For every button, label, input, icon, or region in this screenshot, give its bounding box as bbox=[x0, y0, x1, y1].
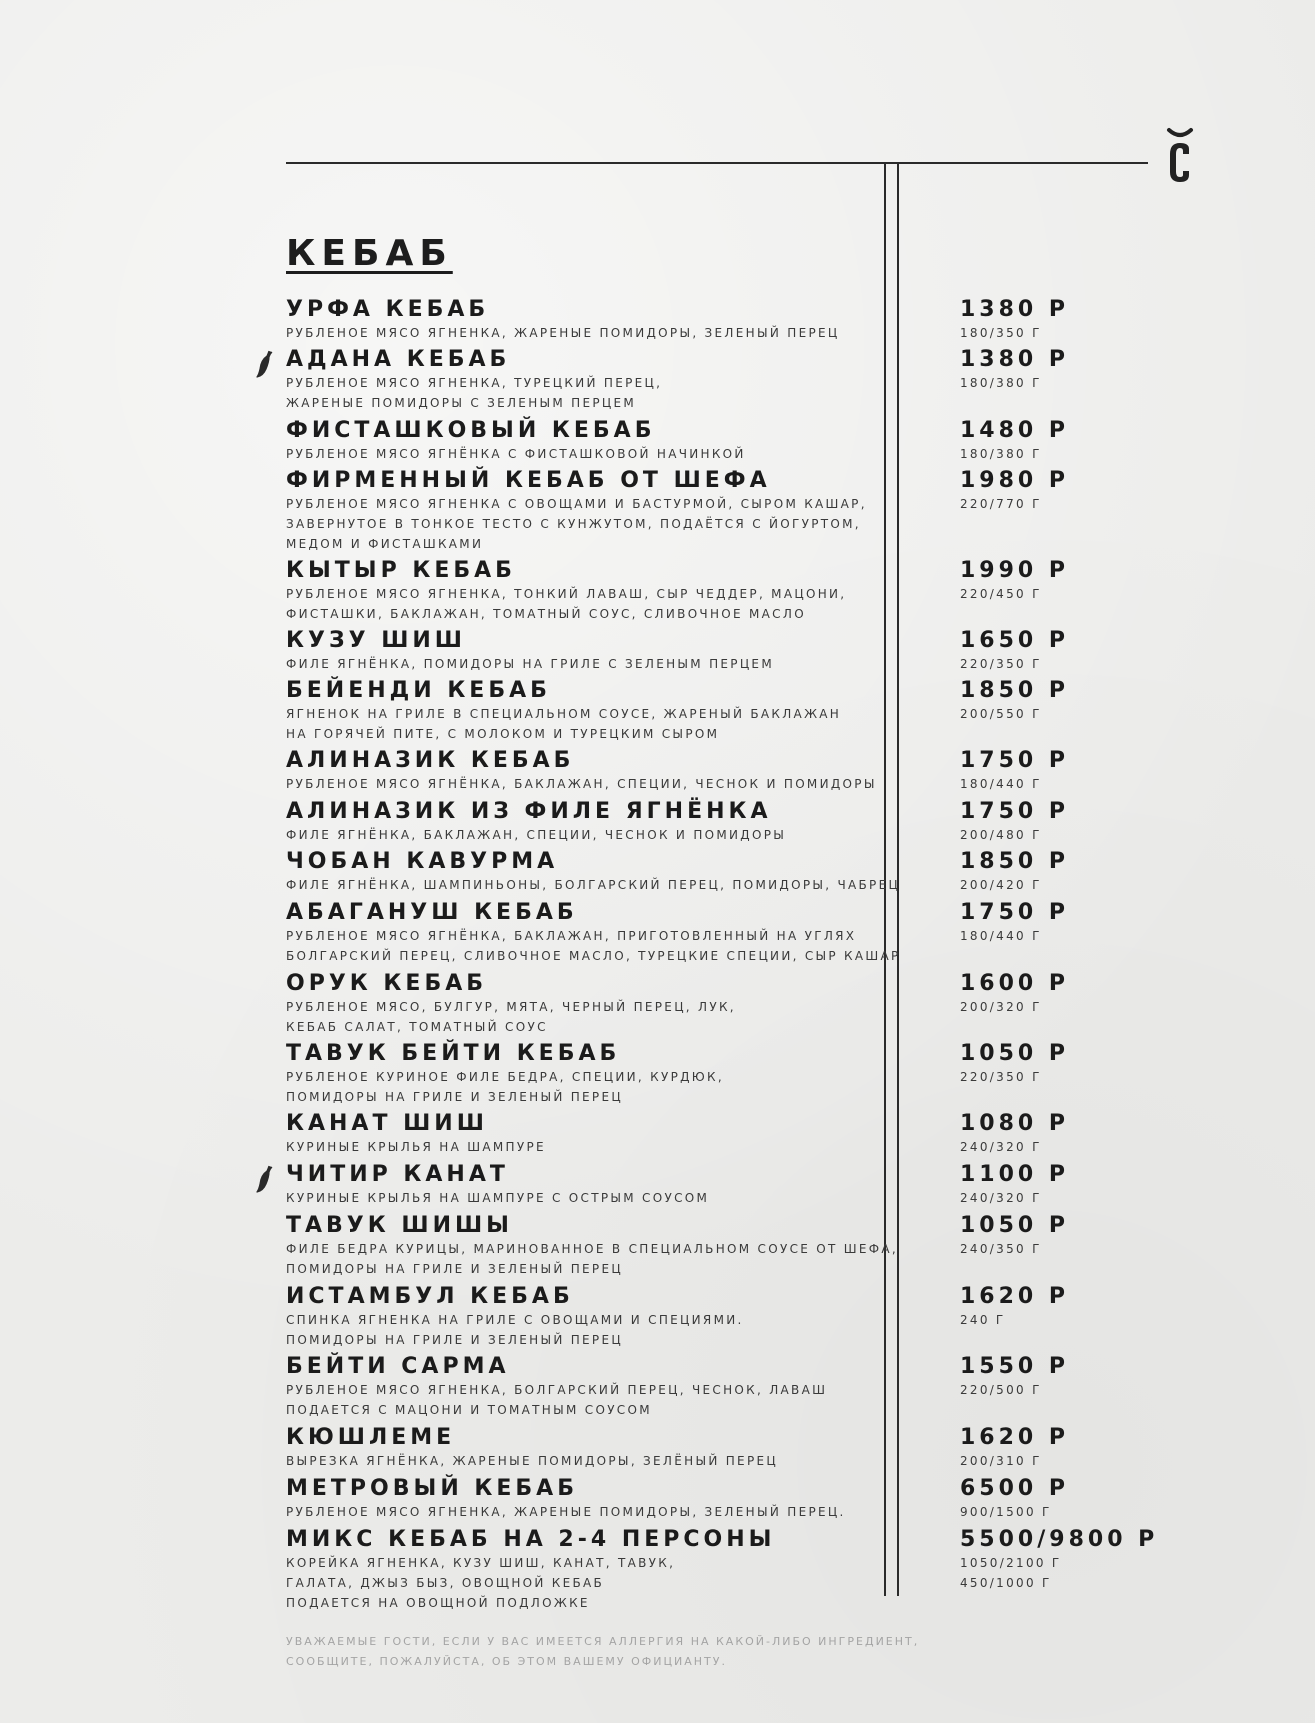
item-description-line: СПИНКА ЯГНЕНКА НА ГРИЛЕ С ОВОЩАМИ И СПЕЦИЯМИ. bbox=[286, 1313, 744, 1327]
item-weight: 1050/2100 Г bbox=[960, 1556, 1062, 1570]
item-weight: 220/770 Г bbox=[960, 497, 1042, 511]
item-name: КУЗУ ШИШ bbox=[286, 628, 466, 653]
price-column bbox=[960, 1041, 1069, 1087]
menu-item bbox=[286, 1476, 1186, 1522]
item-description-line: РУБЛЕНОЕ МЯСО ЯГНЕНКА, ТУРЕЦКИЙ ПЕРЕЦ, bbox=[286, 376, 663, 390]
item-description-line: ПОМИДОРЫ НА ГРИЛЕ И ЗЕЛЕНЫЙ ПЕРЕЦ bbox=[286, 1333, 623, 1347]
chili-pepper-icon bbox=[256, 349, 274, 379]
item-name: ТАВУК БЕЙТИ КЕБАБ bbox=[286, 1041, 621, 1066]
item-price: 5500/9800 Р bbox=[960, 1527, 1159, 1552]
item-price: 1750 Р bbox=[960, 748, 1070, 773]
item-name: АДАНА КЕБАБ bbox=[286, 347, 511, 372]
menu-item bbox=[286, 748, 1186, 794]
item-price: 1990 Р bbox=[960, 558, 1070, 583]
item-description-line: ЖАРЕНЫЕ ПОМИДОРЫ С ЗЕЛЕНЫМ ПЕРЦЕМ bbox=[286, 396, 637, 410]
item-price: 1050 Р bbox=[960, 1041, 1070, 1066]
item-description-line: ПОДАЕТСЯ С МАЦОНИ И ТОМАТНЫМ СОУСОМ bbox=[286, 1403, 652, 1417]
item-weight: 240 Г bbox=[960, 1313, 1006, 1327]
price-column bbox=[960, 678, 1069, 724]
item-weight: 220/350 Г bbox=[960, 657, 1042, 671]
item-price: 1850 Р bbox=[960, 849, 1070, 874]
item-name: МИКС КЕБАБ НА 2-4 ПЕРСОНЫ bbox=[286, 1527, 776, 1552]
item-weight: 180/440 Г bbox=[960, 777, 1042, 791]
menu-item bbox=[286, 900, 1186, 966]
item-weight: 900/1500 Г bbox=[960, 1505, 1052, 1519]
item-name: ЧИТИР КАНАТ bbox=[286, 1162, 509, 1187]
item-description-line: РУБЛЕНОЕ МЯСО ЯГНЕНКА, ТОНКИЙ ЛАВАШ, СЫР ЧЕДДЕР, МАЦОНИ, bbox=[286, 587, 847, 601]
menu-item bbox=[286, 418, 1186, 464]
item-price: 1600 Р bbox=[960, 971, 1070, 996]
menu-item bbox=[286, 849, 1186, 895]
item-description-line: ЗАВЕРНУТОЕ В ТОНКОЕ ТЕСТО С КУНЖУТОМ, ПОДАЁТСЯ С ЙОГУРТОМ, bbox=[286, 517, 861, 531]
item-weight: 240/320 Г bbox=[960, 1140, 1042, 1154]
item-price: 1650 Р bbox=[960, 628, 1070, 653]
item-description-line: РУБЛЕНОЕ МЯСО ЯГНЕНКА С ОВОЩАМИ И БАСТУРМОЙ, СЫРОМ КАШАР, bbox=[286, 497, 867, 511]
item-description-line: ПОМИДОРЫ НА ГРИЛЕ И ЗЕЛЕНЫЙ ПЕРЕЦ bbox=[286, 1262, 623, 1276]
item-name: КЮШЛЕМЕ bbox=[286, 1425, 456, 1450]
item-description-line: МЕДОМ И ФИСТАШКАМИ bbox=[286, 537, 484, 551]
item-name: КАНАТ ШИШ bbox=[286, 1111, 488, 1136]
item-weight: 220/450 Г bbox=[960, 587, 1042, 601]
item-description-line: РУБЛЕНОЕ МЯСО ЯГНЕНКА, ЖАРЕНЫЕ ПОМИДОРЫ, ЗЕЛЕНЫЙ ПЕРЕЦ bbox=[286, 326, 840, 340]
item-description-line: НА ГОРЯЧЕЙ ПИТЕ, С МОЛОКОМ И ТУРЕЦКИМ СЫРОМ bbox=[286, 727, 720, 741]
item-weight: 200/550 Г bbox=[960, 707, 1042, 721]
price-column bbox=[960, 468, 1069, 514]
chili-pepper-icon bbox=[256, 1164, 274, 1194]
price-column bbox=[960, 1425, 1069, 1471]
menu-item bbox=[286, 1527, 1186, 1613]
item-description-line: ФИЛЕ БЕДРА КУРИЦЫ, МАРИНОВАННОЕ В СПЕЦИАЛЬНОМ СОУСЕ ОТ ШЕФА, bbox=[286, 1242, 899, 1256]
item-price: 1380 Р bbox=[960, 347, 1070, 372]
menu-item bbox=[286, 1162, 1186, 1208]
price-column bbox=[960, 1162, 1069, 1208]
allergy-note-line: СООБЩИТЕ, ПОЖАЛУЙСТА, ОБ ЭТОМ ВАШЕМУ ОФИЦИАНТУ. bbox=[286, 1655, 727, 1668]
item-description-line: КУРИНЫЕ КРЫЛЬЯ НА ШАМПУРЕ bbox=[286, 1140, 546, 1154]
menu-item bbox=[286, 628, 1186, 674]
item-price: 1050 Р bbox=[960, 1213, 1070, 1238]
item-price: 1380 Р bbox=[960, 297, 1070, 322]
item-description-line: РУБЛЕНОЕ МЯСО ЯГНЁНКА, БАКЛАЖАН, СПЕЦИИ, ЧЕСНОК И ПОМИДОРЫ bbox=[286, 777, 877, 791]
price-column bbox=[960, 748, 1069, 794]
item-description-line: РУБЛЕНОЕ МЯСО ЯГНЁНКА, БАКЛАЖАН, ПРИГОТОВЛЕННЫЙ НА УГЛЯХ bbox=[286, 929, 857, 943]
item-name: ФИРМЕННЫЙ КЕБАБ ОТ ШЕФА bbox=[286, 468, 771, 493]
item-weight: 220/500 Г bbox=[960, 1383, 1042, 1397]
item-description-line: ФИЛЕ ЯГНЁНКА, БАКЛАЖАН, СПЕЦИИ, ЧЕСНОК И ПОМИДОРЫ bbox=[286, 828, 787, 842]
allergy-note bbox=[286, 1632, 919, 1672]
menu-item bbox=[286, 1284, 1186, 1350]
menu-item bbox=[286, 1213, 1186, 1279]
item-description-line: РУБЛЕНОЕ МЯСО ЯГНЕНКА, ЖАРЕНЫЕ ПОМИДОРЫ, ЗЕЛЕНЫЙ ПЕРЕЦ. bbox=[286, 1505, 846, 1519]
item-description-line: РУБЛЕНОЕ МЯСО ЯГНЁНКА С ФИСТАШКОВОЙ НАЧИНКОЙ bbox=[286, 447, 746, 461]
item-description-line: ПОМИДОРЫ НА ГРИЛЕ И ЗЕЛЕНЫЙ ПЕРЕЦ bbox=[286, 1090, 623, 1104]
item-description-line: КЕБАБ САЛАТ, ТОМАТНЫЙ СОУС bbox=[286, 1020, 548, 1034]
item-description-line: БОЛГАРСКИЙ ПЕРЕЦ, СЛИВОЧНОЕ МАСЛО, ТУРЕЦКИЕ СПЕЦИИ, СЫР КАШАР bbox=[286, 949, 901, 963]
item-weight: 180/350 Г bbox=[960, 326, 1042, 340]
menu-item bbox=[286, 347, 1186, 413]
item-description-line: ГАЛАТА, ДЖЫЗ БЫЗ, ОВОЩНОЙ КЕБАБ bbox=[286, 1576, 605, 1590]
price-column bbox=[960, 849, 1069, 895]
item-price: 1480 Р bbox=[960, 418, 1070, 443]
item-price: 1620 Р bbox=[960, 1425, 1070, 1450]
item-weight: 180/380 Г bbox=[960, 447, 1042, 461]
menu-item bbox=[286, 297, 1186, 343]
item-name: КЫТЫР КЕБАБ bbox=[286, 558, 516, 583]
menu-item bbox=[286, 1425, 1186, 1471]
item-weight: 180/380 Г bbox=[960, 376, 1042, 390]
brand-logo-icon bbox=[1166, 126, 1194, 186]
item-name: МЕТРОВЫЙ КЕБАБ bbox=[286, 1476, 578, 1501]
item-weight: 200/320 Г bbox=[960, 1000, 1042, 1014]
item-name: ТАВУК ШИШЫ bbox=[286, 1213, 513, 1238]
price-column bbox=[960, 418, 1069, 464]
menu-item bbox=[286, 558, 1186, 624]
item-price: 1550 Р bbox=[960, 1354, 1070, 1379]
item-description-line: ВЫРЕЗКА ЯГНЁНКА, ЖАРЕНЫЕ ПОМИДОРЫ, ЗЕЛЁНЫЙ ПЕРЕЦ bbox=[286, 1454, 778, 1468]
item-description-line: КОРЕЙКА ЯГНЕНКА, КУЗУ ШИШ, КАНАТ, ТАВУК, bbox=[286, 1556, 676, 1570]
allergy-note-line: УВАЖАЕМЫЕ ГОСТИ, ЕСЛИ У ВАС ИМЕЕТСЯ АЛЛЕРГИЯ НА КАКОЙ-ЛИБО ИНГРЕДИЕНТ, bbox=[286, 1635, 920, 1648]
item-price: 1080 Р bbox=[960, 1111, 1070, 1136]
price-column bbox=[960, 628, 1069, 674]
item-description-line: ПОДАЕТСЯ НА ОВОЩНОЙ ПОДЛОЖКЕ bbox=[286, 1596, 590, 1610]
price-column bbox=[960, 900, 1069, 946]
item-price: 6500 Р bbox=[960, 1476, 1070, 1501]
section-title: КЕБАБ bbox=[286, 233, 453, 274]
item-name: ЧОБАН КАВУРМА bbox=[286, 849, 559, 874]
item-weight: 200/420 Г bbox=[960, 878, 1042, 892]
item-weight: 200/310 Г bbox=[960, 1454, 1042, 1468]
menu-item bbox=[286, 1111, 1186, 1157]
item-weight: 220/350 Г bbox=[960, 1070, 1042, 1084]
item-description-line: РУБЛЕНОЕ МЯСО ЯГНЕНКА, БОЛГАРСКИЙ ПЕРЕЦ, ЧЕСНОК, ЛАВАШ bbox=[286, 1383, 828, 1397]
menu-item bbox=[286, 678, 1186, 744]
menu-item bbox=[286, 1354, 1186, 1420]
item-price: 1620 Р bbox=[960, 1284, 1070, 1309]
item-name: УРФА КЕБАБ bbox=[286, 297, 490, 322]
item-weight: 240/320 Г bbox=[960, 1191, 1042, 1205]
menu-item bbox=[286, 468, 1186, 554]
item-price: 1750 Р bbox=[960, 900, 1070, 925]
menu-item bbox=[286, 971, 1186, 1037]
item-name: АБАГАНУШ КЕБАБ bbox=[286, 900, 578, 925]
price-column bbox=[960, 1354, 1069, 1400]
item-name: АЛИНАЗИК КЕБАБ bbox=[286, 748, 575, 773]
price-column bbox=[960, 1111, 1069, 1157]
item-weight: 450/1000 Г bbox=[960, 1576, 1052, 1590]
menu-item bbox=[286, 1041, 1186, 1107]
price-column bbox=[960, 971, 1069, 1017]
item-price: 1100 Р bbox=[960, 1162, 1070, 1187]
price-column bbox=[960, 297, 1069, 343]
item-name: ФИСТАШКОВЫЙ КЕБАБ bbox=[286, 418, 656, 443]
menu-item bbox=[286, 799, 1186, 845]
top-rule bbox=[286, 162, 1148, 164]
item-description-line: КУРИНЫЕ КРЫЛЬЯ НА ШАМПУРЕ С ОСТРЫМ СОУСОМ bbox=[286, 1191, 710, 1205]
item-price: 1750 Р bbox=[960, 799, 1070, 824]
item-weight: 240/350 Г bbox=[960, 1242, 1042, 1256]
item-weight: 200/480 Г bbox=[960, 828, 1042, 842]
item-name: БЕЙТИ САРМА bbox=[286, 1354, 510, 1379]
item-price: 1850 Р bbox=[960, 678, 1070, 703]
item-name: ИСТАМБУЛ КЕБАБ bbox=[286, 1284, 574, 1309]
item-weight: 180/440 Г bbox=[960, 929, 1042, 943]
item-description-line: ФИЛЕ ЯГНЁНКА, ШАМПИНЬОНЫ, БОЛГАРСКИЙ ПЕРЕЦ, ПОМИДОРЫ, ЧАБРЕЦ bbox=[286, 878, 901, 892]
price-column bbox=[960, 558, 1069, 604]
price-column bbox=[960, 1527, 1158, 1593]
item-name: ОРУК КЕБАБ bbox=[286, 971, 488, 996]
item-description-line: РУБЛЕНОЕ КУРИНОЕ ФИЛЕ БЕДРА, СПЕЦИИ, КУРДЮК, bbox=[286, 1070, 724, 1084]
price-column bbox=[960, 1213, 1069, 1259]
item-name: БЕЙЕНДИ КЕБАБ bbox=[286, 678, 551, 703]
item-name: АЛИНАЗИК ИЗ ФИЛЕ ЯГНЁНКА bbox=[286, 799, 772, 824]
item-description-line: ФИЛЕ ЯГНЁНКА, ПОМИДОРЫ НА ГРИЛЕ С ЗЕЛЕНЫМ ПЕРЦЕМ bbox=[286, 657, 774, 671]
price-column bbox=[960, 347, 1069, 393]
price-column bbox=[960, 799, 1069, 845]
price-column bbox=[960, 1284, 1069, 1330]
price-column bbox=[960, 1476, 1069, 1522]
item-description-line: ЯГНЕНОК НА ГРИЛЕ В СПЕЦИАЛЬНОМ СОУСЕ, ЖАРЕНЫЙ БАКЛАЖАН bbox=[286, 707, 842, 721]
item-price: 1980 Р bbox=[960, 468, 1070, 493]
item-description-line: ФИСТАШКИ, БАКЛАЖАН, ТОМАТНЫЙ СОУС, СЛИВОЧНОЕ МАСЛО bbox=[286, 607, 806, 621]
item-description-line: РУБЛЕНОЕ МЯСО, БУЛГУР, МЯТА, ЧЕРНЫЙ ПЕРЕЦ, ЛУК, bbox=[286, 1000, 736, 1014]
